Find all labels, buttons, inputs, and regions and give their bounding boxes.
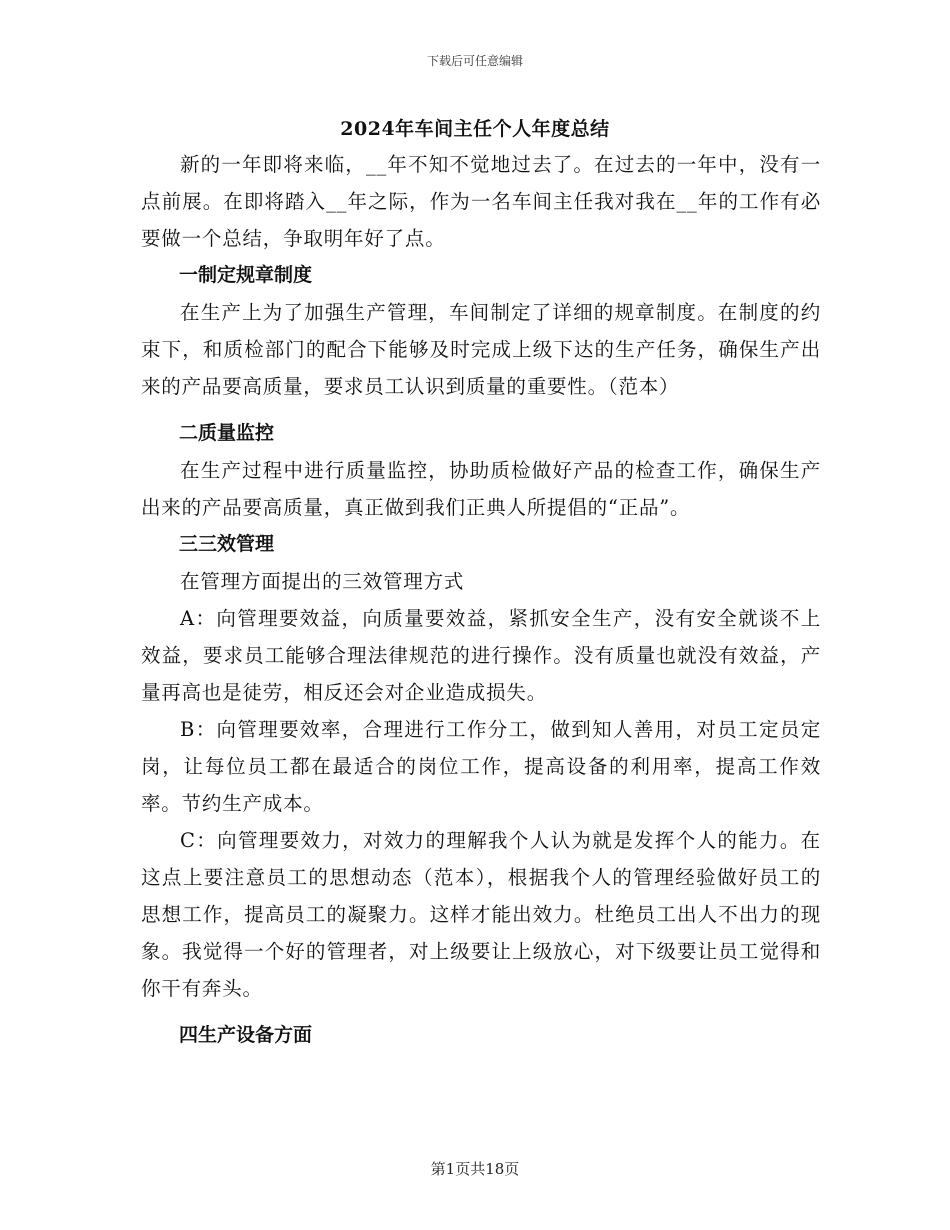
section-3-intro: 在管理方面提出的三效管理方式 bbox=[180, 570, 465, 593]
document-title: 2024年车间主任个人年度总结 bbox=[340, 118, 610, 140]
page-footer: 第1页共18页 bbox=[430, 1160, 520, 1178]
section-heading-3: 三三效管理 bbox=[179, 533, 275, 555]
section-2-paragraph: 在生产过程中进行质量监控，协助质检做好产品的检查工作，确保生产出来的产品要高质量，真正做到我们正典人所提倡的“正品”。 bbox=[141, 459, 821, 519]
section-heading-4: 四生产设备方面 bbox=[179, 1024, 313, 1046]
section-3-item-c: C：向管理要效力，对效力的理解我个人认为就是发挥个人的能力。在这点上要注意员工的思想动态（范本），根据我个人的管理经验做好员工的思想工作，提高员工的凝聚力。这样才能出效力。杜绝员工出人不出力的现象。我觉得一个好的管理者，对上级要让上级放心，对下级要让员工觉得和你干有奔头。 bbox=[141, 829, 821, 1000]
section-heading-2: 二质量监控 bbox=[179, 422, 275, 444]
section-1-paragraph: 在生产上为了加强生产管理，车间制定了详细的规章制度。在制度的约束下，和质检部门的配合下能够及时完成上级下达的生产任务，确保生产出来的产品要高质量，要求员工认识到质量的重要性。（范本） bbox=[141, 301, 821, 398]
intro-paragraph: 新的一年即将来临，__年不知不觉地过去了。在过去的一年中，没有一点前展。在即将踏入__年之际，作为一名车间主任我对我在__年的工作有必要做一个总结，争取明年好了点。 bbox=[141, 153, 821, 250]
document-body bbox=[141, 146, 821, 1054]
section-heading-1: 一制定规章制度 bbox=[179, 264, 313, 286]
header-note: 下载后可任意编辑 bbox=[426, 54, 523, 68]
section-3-item-b: B：向管理要效率，合理进行工作分工，做到知人善用，对员工定员定岗，让每位员工都在最适合的岗位工作，提高设备的利用率，提高工作效率。节约生产成本。 bbox=[141, 718, 821, 815]
section-3-item-a: A：向管理要效益，向质量要效益，紧抓安全生产，没有安全就谈不上效益，要求员工能够合理法律规范的进行操作。没有质量也就没有效益，产量再高也是徒劳，相反还会对企业造成损失。 bbox=[141, 607, 821, 704]
